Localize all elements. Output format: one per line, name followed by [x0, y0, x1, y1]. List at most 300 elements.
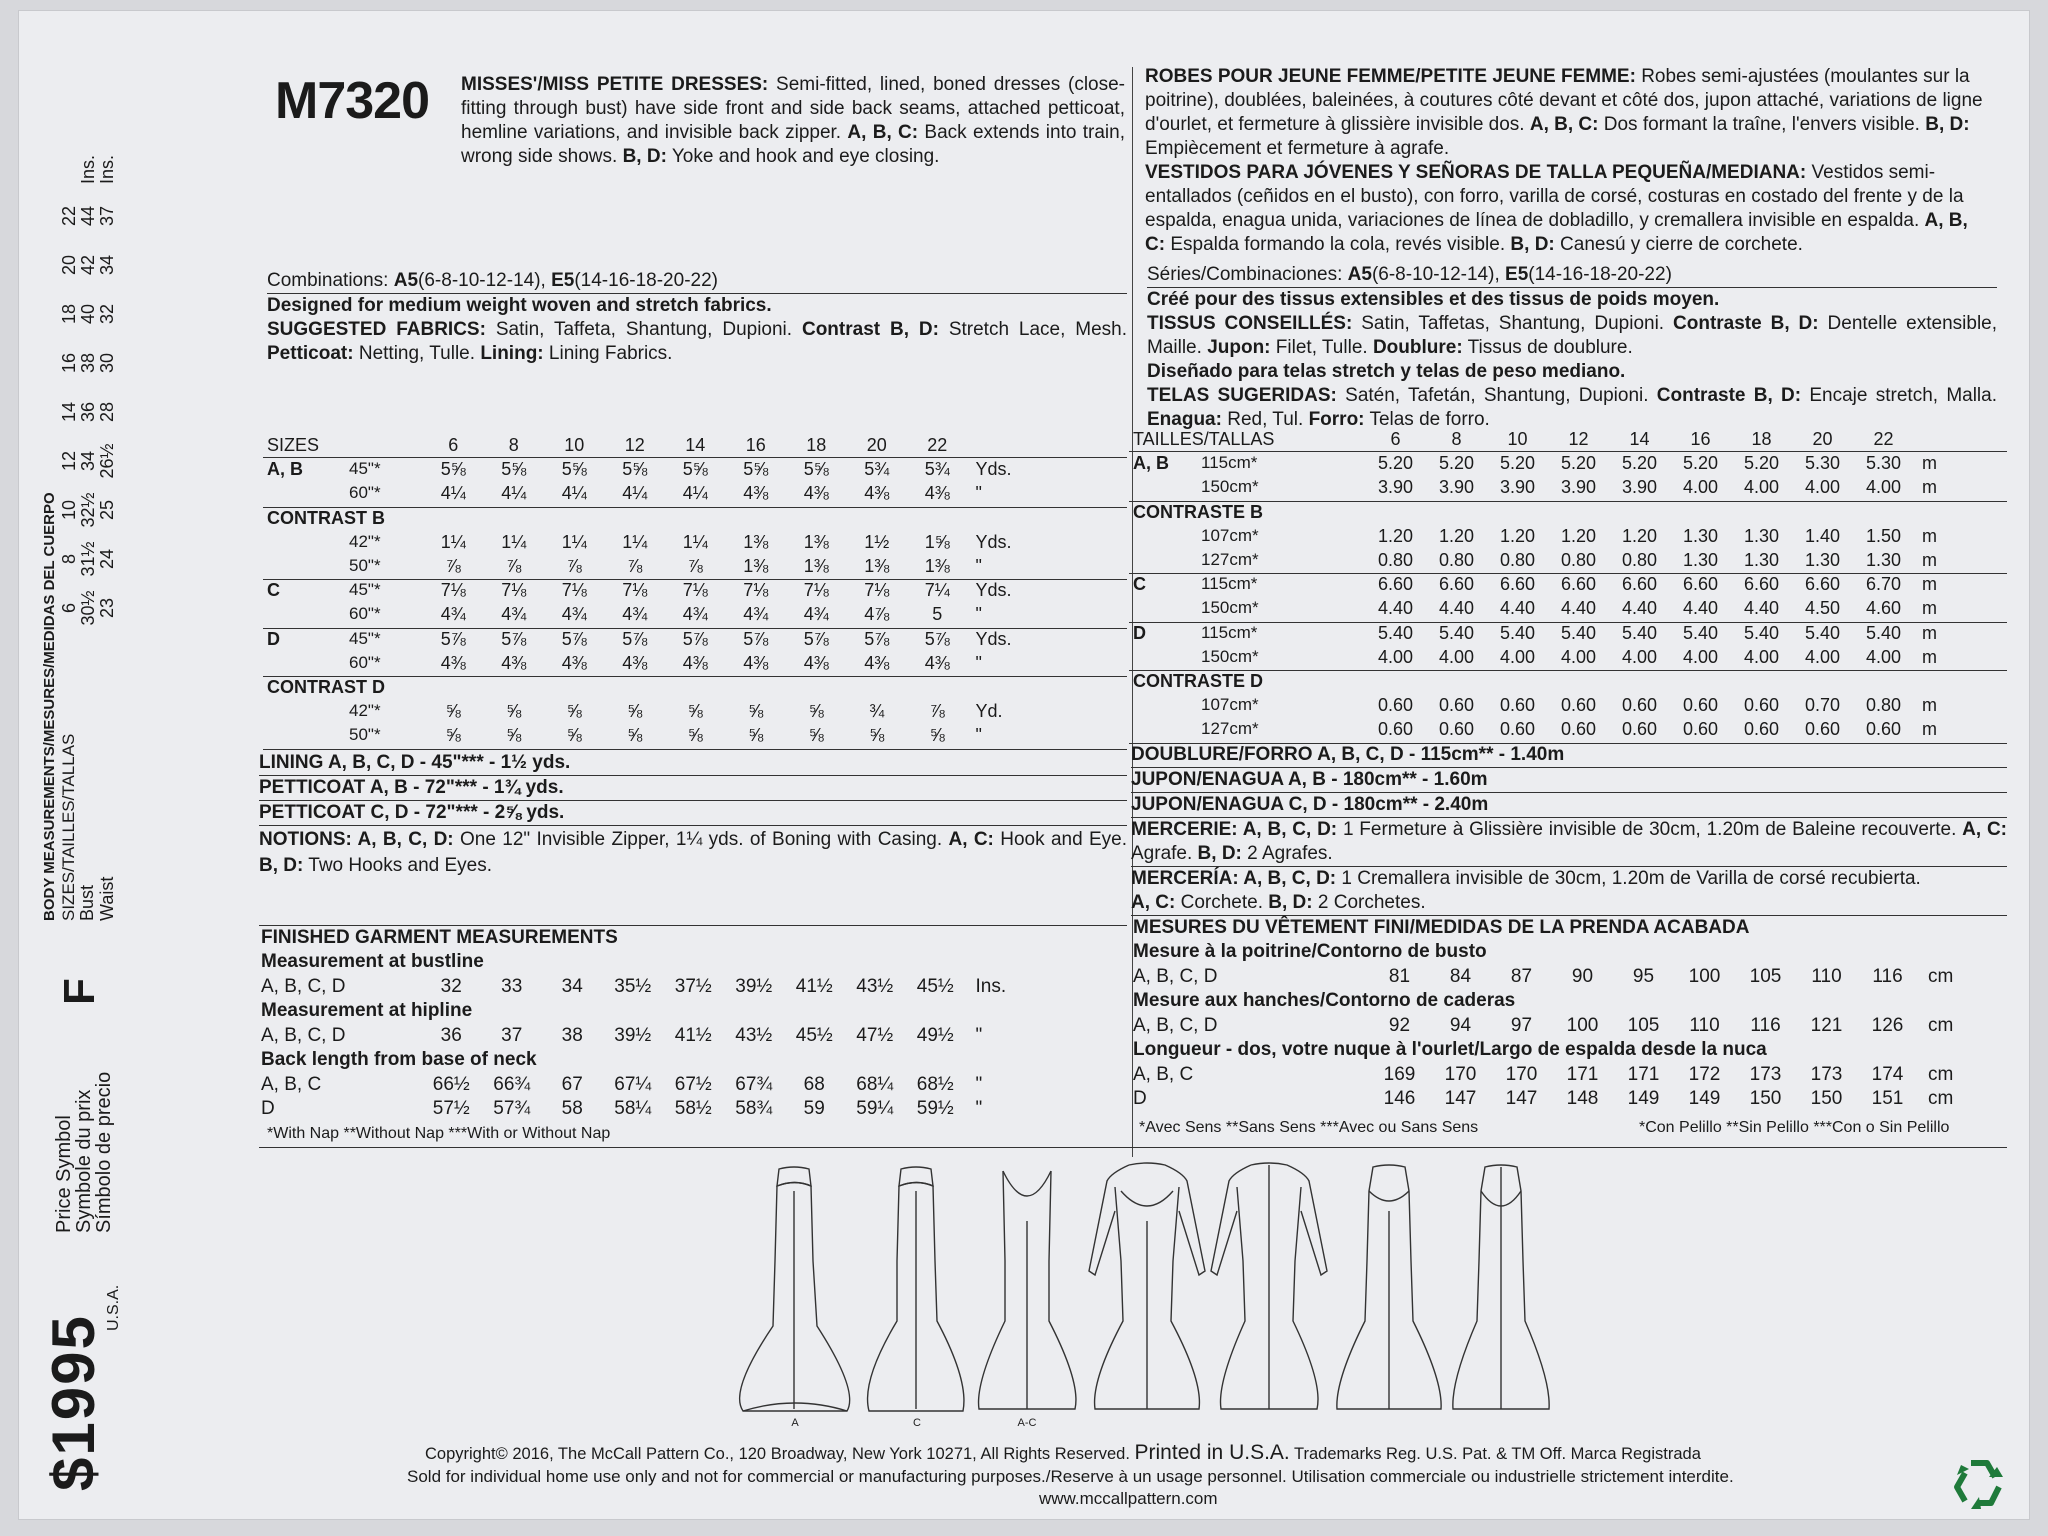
fabric-width: 127cm*: [1201, 719, 1259, 739]
yardage-value: ⅝: [627, 701, 643, 722]
yardage-value: 4.60: [1865, 598, 1902, 619]
yardage-value: 5⅝: [501, 459, 527, 480]
measurement-value: 150: [1810, 1088, 1843, 1109]
fabric-width: 60"*: [349, 652, 381, 672]
table-row: [1129, 695, 2007, 719]
measurement-value: 58½: [674, 1098, 712, 1119]
measurement-value: 149: [1627, 1088, 1660, 1109]
price-symbol: F: [55, 978, 104, 1005]
body-waist-value: 25: [97, 499, 117, 521]
es-designed: Diseñado para telas stretch y telas de peso mediano.: [1147, 361, 1626, 382]
measurement-value: 149: [1688, 1088, 1721, 1109]
yardage-value: 0.80: [1377, 550, 1414, 570]
measurement-title: Back length from base of neck: [261, 1049, 537, 1070]
measurement-value: 39½: [614, 1025, 652, 1046]
yardage-value: 4⅜: [501, 652, 527, 673]
mercerie-bd-label: B, D:: [1197, 843, 1242, 864]
yardage-value: 5.40: [1865, 622, 1902, 643]
measurement-value: 59¼: [856, 1098, 894, 1119]
yardage-value: 4⅜: [682, 652, 708, 673]
fabrics-label: SUGGESTED FABRICS:: [267, 319, 486, 340]
unit: ": [975, 1098, 983, 1119]
size-column-header: 18: [1751, 429, 1772, 449]
yardage-value: 4.40: [1377, 598, 1414, 619]
yardage-value: 1.40: [1804, 525, 1841, 546]
body-waist-value: 34: [97, 254, 117, 276]
price-label-es: Símbolo de precio: [93, 1071, 115, 1233]
copyright: Copyright© 2016, The McCall Pattern Co., 120 Broadway, New York 10271, All Rights Reserved.: [425, 1445, 1130, 1463]
row-label: CONTRAST D: [267, 677, 385, 697]
fr-bd-text: Empiècement et fermeture à agrafe.: [1145, 138, 1450, 159]
yardage-value: 0.60: [1682, 695, 1719, 716]
yardage-value: 4.50: [1804, 598, 1841, 619]
body-sizes-value: 16: [59, 352, 79, 374]
yardage-value: 5⅝: [622, 459, 648, 480]
measurement-value: 171: [1566, 1064, 1599, 1085]
website: www.mccallpattern.com: [1039, 1489, 1218, 1508]
yardage-value: 1.30: [1804, 550, 1841, 570]
yardage-value: 1.20: [1560, 525, 1597, 546]
measurement-value: 121: [1810, 1015, 1843, 1036]
unit: m: [1922, 525, 1937, 546]
body-sizes-value: 18: [59, 303, 79, 325]
yardage-value: 5⅞: [682, 628, 708, 649]
yardage-value: 4⅜: [924, 652, 950, 673]
yardage-value: 7¼: [924, 580, 950, 601]
yardage-value: 5⅝: [561, 459, 587, 480]
yardage-value: 7⅛: [561, 580, 587, 601]
yardage-value: 0.80: [1499, 550, 1536, 570]
yardage-value: 4⅜: [864, 652, 890, 673]
petticoat-cd-row: PETTICOAT C, D - 72"*** - 2⅝ yds.: [259, 802, 565, 823]
table-row: [1129, 647, 2007, 671]
fabric-width: 42"*: [349, 531, 381, 551]
measurement-value: 59: [803, 1098, 825, 1119]
yardage-value: 4.40: [1560, 598, 1597, 619]
unit: cm: [1928, 966, 1954, 987]
yardage-value: 0.80: [1621, 550, 1658, 570]
yardage-value: 5.40: [1621, 622, 1658, 643]
fr-contrast-label: Contraste B, D:: [1673, 313, 1819, 334]
unit: m: [1922, 550, 1937, 570]
yardage-value: 1.20: [1621, 525, 1658, 546]
yardage-value: 4¾: [743, 604, 769, 625]
yardage-value: 4.40: [1621, 598, 1658, 619]
unit: m: [1922, 695, 1937, 716]
fabric-width: 150cm*: [1201, 477, 1259, 497]
measurement-value: 110: [1689, 1015, 1720, 1036]
fabric-width: 150cm*: [1201, 598, 1259, 618]
yardage-value: 1⅜: [743, 531, 769, 552]
unit: Yds.: [975, 531, 1012, 552]
es-bd-label: B, D:: [1510, 234, 1555, 255]
measurement-title: Mesure aux hanches/Contorno de caderas: [1133, 990, 1516, 1011]
unit: ": [975, 1025, 983, 1046]
measurement-value: 173: [1810, 1064, 1843, 1085]
measurement-value: 45½: [916, 976, 954, 997]
row-label: A, B: [267, 459, 303, 480]
unit: m: [1922, 622, 1937, 643]
yardage-value: 4.40: [1438, 598, 1475, 619]
body-bust-value: 31½: [78, 541, 98, 577]
yardage-value: 4.00: [1438, 646, 1475, 667]
measurement-value: 97: [1510, 1015, 1533, 1036]
mercerie-label: MERCERIE: A, B, C, D:: [1131, 819, 1338, 840]
size-column-header: 6: [1390, 429, 1401, 449]
yardage-value: 1½: [864, 531, 890, 552]
measurement-views: D: [1133, 1088, 1147, 1109]
measurement-value: 150: [1749, 1088, 1782, 1109]
measurement-value: 100: [1688, 966, 1721, 987]
dress-illustrations: [699, 1151, 1599, 1431]
yardage-value: 1.30: [1865, 550, 1902, 570]
yardage-value: 5.40: [1560, 622, 1597, 643]
body-bust-value: 44: [78, 205, 98, 227]
combo-a5-sizes: (6-8-10-12-14),: [418, 270, 546, 291]
row-label: D: [267, 628, 280, 649]
table-row: [1129, 526, 2007, 550]
measurement-value: 68¼: [856, 1074, 894, 1095]
measurement-value: 148: [1566, 1088, 1599, 1109]
measurement-value: 94: [1449, 1015, 1472, 1036]
lining-row: LINING A, B, C, D - 45"*** - 1½ yds.: [259, 752, 571, 773]
measurement-value: 66½: [432, 1074, 470, 1095]
es-desc: Vestidos semi-entallados (ceñidos en el busto), con forro, varilla de corsé, costuras en costado del frente y de la espalda, enagua unida, variaciones de línea de dobladillo, y cremallera invisible en espalda.: [1145, 162, 1964, 231]
measurement-views: A, B, C, D: [261, 1025, 346, 1046]
fr-combo-a5-sizes: (6-8-10-12-14),: [1371, 264, 1500, 285]
unit: cm: [1928, 1088, 1954, 1109]
yardage-value: 4.40: [1499, 598, 1536, 619]
row-label: C: [267, 580, 280, 601]
fr-abc-text: Dos formant la traîne, l'envers visible.: [1603, 114, 1920, 135]
contrast-label: Contrast B, D:: [801, 319, 939, 340]
yardage-value: 3.90: [1621, 477, 1658, 498]
fr-jupon: Filet, Tulle.: [1275, 337, 1368, 358]
yardage-value: ⅞: [506, 556, 522, 576]
yardage-value: 5⅝: [803, 459, 829, 480]
yardage-value: ⅝: [687, 701, 703, 722]
unit: cm: [1928, 1015, 1954, 1036]
yardage-value: 5.40: [1438, 622, 1475, 643]
price-label: Price Symbol: [53, 1115, 75, 1233]
body-waist-label: Waist: [97, 876, 117, 921]
table-row: [263, 459, 1127, 483]
fabric-width: 107cm*: [1201, 525, 1259, 545]
body-bust-value: 42: [78, 254, 98, 276]
fr-contrast: Dentelle extensible, Maille.: [1147, 313, 1998, 358]
measurement-value: 110: [1811, 966, 1842, 987]
yardage-value: 6.60: [1682, 574, 1719, 595]
unit: m: [1922, 477, 1937, 498]
lining-text: Lining Fabrics.: [548, 343, 673, 364]
fabric-width: 150cm*: [1201, 646, 1259, 666]
yardage-value: 1.30: [1743, 525, 1780, 546]
size-column-header: 10: [564, 435, 585, 455]
yardage-value: 0.60: [1560, 719, 1597, 740]
mercerie-ac-label: A, C:: [1962, 819, 2008, 840]
fr-combo-e5: E5: [1505, 264, 1529, 285]
yardage-value: ⅝: [929, 725, 945, 746]
unit: Ins.: [975, 976, 1007, 997]
yardage-value: 1.30: [1682, 550, 1719, 570]
measurement-value: 105: [1627, 1015, 1660, 1036]
measurement-value: 34: [561, 976, 583, 997]
yardage-value: 4¼: [682, 483, 708, 504]
dress-ac-back-sketch: [979, 1171, 1076, 1409]
combinations: [267, 269, 1127, 293]
table-row: [1129, 453, 2007, 477]
measurement-value: 170: [1444, 1064, 1477, 1085]
measurement-value: 151: [1871, 1088, 1904, 1109]
body-waist-value: 30: [97, 352, 117, 374]
yardage-value: ⅝: [566, 701, 582, 722]
table-row: [263, 604, 1127, 628]
price: $1995: [40, 1314, 107, 1491]
es-forro-label: Forro:: [1308, 409, 1365, 430]
es-abc-label: A, B, C:: [1145, 210, 1968, 255]
yardage-value: 0.80: [1865, 695, 1902, 716]
finished-title: FINISHED GARMENT MEASUREMENTS: [261, 927, 618, 948]
yardage-value: 5⅞: [924, 628, 950, 649]
fabric-width: 107cm*: [1201, 695, 1259, 715]
lining-label: Lining:: [480, 343, 544, 364]
yardage-value: 6.60: [1804, 574, 1841, 595]
yardage-value: ⅞: [566, 556, 582, 576]
body-measurements-table: [59, 131, 119, 631]
es-contraste: Encaje stretch, Malla.: [1809, 385, 1998, 406]
yardage-value: 1.20: [1377, 525, 1414, 546]
yardage-value: ⅝: [748, 725, 764, 746]
yardage-value: ⅝: [808, 701, 824, 722]
size-column-header: 16: [1690, 429, 1711, 449]
merceria: [1131, 867, 2007, 915]
measurement-value: 174: [1871, 1064, 1904, 1085]
body-bust-value: 40: [78, 303, 98, 325]
row-label: CONTRAST B: [267, 507, 385, 528]
dress-labels: [791, 1417, 1036, 1429]
size-column-header: 8: [508, 435, 519, 455]
measurement-views: A, B, C: [261, 1074, 322, 1095]
measurement-title: Mesure à la poitrine/Contorno de busto: [1133, 941, 1487, 962]
yardage-value: 5.20: [1499, 453, 1536, 474]
table-row: [1129, 623, 2007, 647]
fr-doublure-label: Doublure:: [1372, 337, 1463, 358]
body-bust-value: 34: [78, 450, 98, 472]
yardage-value: 0.60: [1377, 695, 1414, 716]
fabric-width: 50"*: [349, 725, 381, 745]
yardage-value: 1¼: [622, 531, 648, 552]
unit: cm: [1928, 1064, 1954, 1085]
measurement-value: 39½: [735, 976, 773, 997]
yardage-value: 0.60: [1621, 719, 1658, 740]
fabrics-text: Satin, Taffeta, Shantung, Dupioni.: [495, 319, 793, 340]
yardage-value: 1⅜: [803, 556, 829, 576]
yardage-value: 6.60: [1743, 574, 1780, 595]
pattern-envelope-back: [18, 10, 2030, 1520]
yardage-value: ⅝: [627, 725, 643, 746]
yardage-value: 4⅜: [561, 652, 587, 673]
yardage-value: 5.20: [1438, 453, 1475, 474]
row-label: A, B: [1133, 453, 1169, 474]
measurement-value: 58: [561, 1098, 583, 1119]
yardage-value: 4.00: [1682, 646, 1719, 667]
size-column-header: 10: [1507, 429, 1528, 449]
combo-e5: E5: [551, 270, 575, 291]
body-bust-value: 36: [78, 401, 98, 423]
measurement-value: 68½: [916, 1074, 954, 1095]
finished-title: MESURES DU VÊTEMENT FINI/MEDIDAS DE LA PRENDA ACABADA: [1133, 917, 1750, 938]
notions-text: One 12" Invisible Zipper, 1¼ yds. of Boning with Casing.: [459, 829, 943, 850]
yardage-value: 1⅜: [924, 556, 950, 576]
yardage-value: 4⅜: [864, 483, 890, 504]
designed-for: Designed for medium weight woven and stretch fabrics.: [267, 295, 772, 316]
dress-c-sketch: [868, 1167, 964, 1411]
english-footnote: *With Nap **Without Nap ***With or Without Nap: [267, 1125, 611, 1142]
size-column-header: 8: [1451, 429, 1462, 449]
petticoat-label: Petticoat:: [267, 343, 354, 364]
measurement-views: D: [261, 1098, 275, 1119]
desc-abc-text: Back extends into train, wrong side shows.: [461, 122, 1125, 167]
body-waist-value: 32: [97, 303, 117, 325]
rule: [259, 1147, 2007, 1148]
fabric-width: 115cm*: [1201, 622, 1258, 642]
measurement-value: 146: [1383, 1088, 1416, 1109]
english-finished-measurements: [259, 927, 1127, 1147]
yardage-value: 4¼: [440, 483, 466, 504]
price-label-fr: Symbole du prix: [73, 1089, 95, 1233]
unit: Yds.: [975, 459, 1012, 480]
measurement-value: 43½: [735, 1025, 773, 1046]
unit: ": [975, 556, 982, 576]
sold-for: Sold for individual home use only and not for commercial or manufacturing purposes./Reserve à un usage personnel. Utilisation commerciale ou industrielle strictement interdite.: [407, 1467, 1734, 1486]
yardage-value: 0.60: [1499, 695, 1536, 716]
fabric-width: 115cm*: [1201, 453, 1258, 473]
yardage-value: 0.60: [1621, 695, 1658, 716]
yardage-value: 1¼: [682, 531, 708, 552]
yardage-value: 1⅜: [803, 531, 829, 552]
unit: ": [975, 1074, 983, 1095]
yardage-value: 4.00: [1865, 646, 1902, 667]
printed-in: Printed in U.S.A.: [1134, 1441, 1290, 1464]
measurement-value: 169: [1383, 1064, 1416, 1085]
table-row: [263, 725, 1127, 749]
body-bust-label: Bust: [77, 884, 97, 921]
yardage-value: 4⅜: [803, 483, 829, 504]
measurement-value: 87: [1510, 966, 1533, 987]
yardage-value: 5⅞: [743, 628, 769, 649]
es-title: VESTIDOS PARA JÓVENES Y SEÑORAS DE TALLA PEQUEÑA/MEDIANA:: [1145, 162, 1807, 183]
measurement-value: 37½: [674, 976, 712, 997]
yardage-value: 5⅞: [501, 628, 527, 649]
table-row: [1129, 671, 2007, 695]
yardage-value: 1.20: [1438, 525, 1475, 546]
yardage-value: 1.30: [1682, 525, 1719, 546]
body-sizes-value: 22: [59, 205, 79, 227]
yardage-value: 6.60: [1377, 574, 1414, 595]
yardage-value: 4⅜: [743, 483, 769, 504]
notions-ac-label: A, C:: [948, 829, 994, 850]
notions-ac-text: Hook and Eye.: [1000, 829, 1128, 850]
measurement-value: 170: [1505, 1064, 1538, 1085]
combo-e5-sizes: (14-16-18-20-22): [574, 270, 718, 291]
yardage-value: 4.40: [1743, 598, 1780, 619]
desc-bd-text: Yoke and hook and eye closing.: [671, 146, 940, 167]
size-column-header: 16: [745, 435, 766, 455]
yardage-value: ⅝: [506, 725, 522, 746]
mercerie: [1131, 818, 2007, 866]
measurement-value: 49½: [916, 1025, 954, 1046]
es-enagua-label: Enagua:: [1147, 409, 1222, 430]
mercerie-text: 1 Fermeture à Glissière invisible de 30cm, 1.20m de Baleine recouverte.: [1342, 819, 1957, 840]
dress-d-sketch: [1337, 1165, 1441, 1409]
yardage-value: 4.00: [1865, 477, 1902, 498]
yardage-value: 6.60: [1499, 574, 1536, 595]
yardage-value: 7⅛: [622, 580, 648, 601]
yardage-value: 7⅛: [743, 580, 769, 601]
measurement-value: 58¾: [735, 1098, 773, 1119]
merceria-bd-label: B, D:: [1268, 892, 1313, 913]
table-row: [1129, 574, 2007, 598]
fr-doublure: Tissus de doublure.: [1467, 337, 1633, 358]
description-text: Semi-fitted, lined, boned dresses (close-fitting through bust) have side front and side back seams, attached petticoat, hemline variations, and invisible back zipper.: [461, 74, 1126, 143]
merceria-label: MERCERÍA: A, B, C, D:: [1131, 868, 1337, 889]
dress-view-label: A-C: [1017, 1417, 1037, 1429]
unit: ": [975, 725, 982, 746]
desc-abc-label: A, B, C:: [847, 122, 919, 143]
measurement-value: 38: [561, 1025, 583, 1046]
measurement-value: 41½: [795, 976, 833, 997]
measurement-value: 95: [1632, 966, 1655, 987]
yardage-value: 4⅜: [743, 652, 769, 673]
notions-label: NOTIONS: A, B, C, D:: [259, 829, 454, 850]
fr-combo-a5: A5: [1347, 264, 1372, 285]
table-row: [263, 701, 1127, 725]
rule: [263, 457, 1127, 458]
yardage-value: 4.00: [1560, 646, 1597, 667]
petticoat-text: Netting, Tulle.: [358, 343, 476, 364]
fr-bd-label: B, D:: [1925, 114, 1970, 135]
yardage-value: 5.40: [1499, 622, 1536, 643]
dress-view-label: C: [913, 1417, 921, 1429]
measurement-title: Measurement at bustline: [261, 951, 484, 972]
yardage-value: 5.40: [1682, 622, 1719, 643]
measurement-value: 116: [1750, 1015, 1781, 1036]
measurement-value: 147: [1505, 1088, 1538, 1109]
yardage-value: 5⅞: [440, 628, 466, 649]
yardage-value: 4¼: [622, 483, 648, 504]
yardage-value: 1¼: [561, 531, 587, 552]
price-country: U.S.A.: [105, 1284, 122, 1331]
dress-a-sketch: [740, 1167, 850, 1411]
table-row: [263, 508, 1127, 532]
yardage-value: 4.40: [1682, 598, 1719, 619]
metric-yardage-table: [1129, 429, 2007, 749]
measurement-value: 66¾: [493, 1074, 531, 1095]
es-telas-label: TELAS SUGERIDAS:: [1147, 385, 1337, 406]
yardage-value: 4⅜: [622, 652, 648, 673]
yardage-value: 0.60: [1438, 719, 1475, 740]
body-sizes-value: 14: [59, 401, 79, 423]
yardage-value: 3.90: [1438, 477, 1475, 498]
fabric-width: 127cm*: [1201, 550, 1259, 569]
unit: m: [1922, 598, 1937, 619]
yardage-value: ⅝: [566, 725, 582, 746]
measurement-value: 126: [1871, 1015, 1904, 1036]
pattern-number: M7320: [275, 72, 429, 130]
yardage-value: 4⅜: [440, 652, 466, 673]
yardage-value: 3.90: [1499, 477, 1536, 498]
table-row: [1129, 502, 2007, 526]
